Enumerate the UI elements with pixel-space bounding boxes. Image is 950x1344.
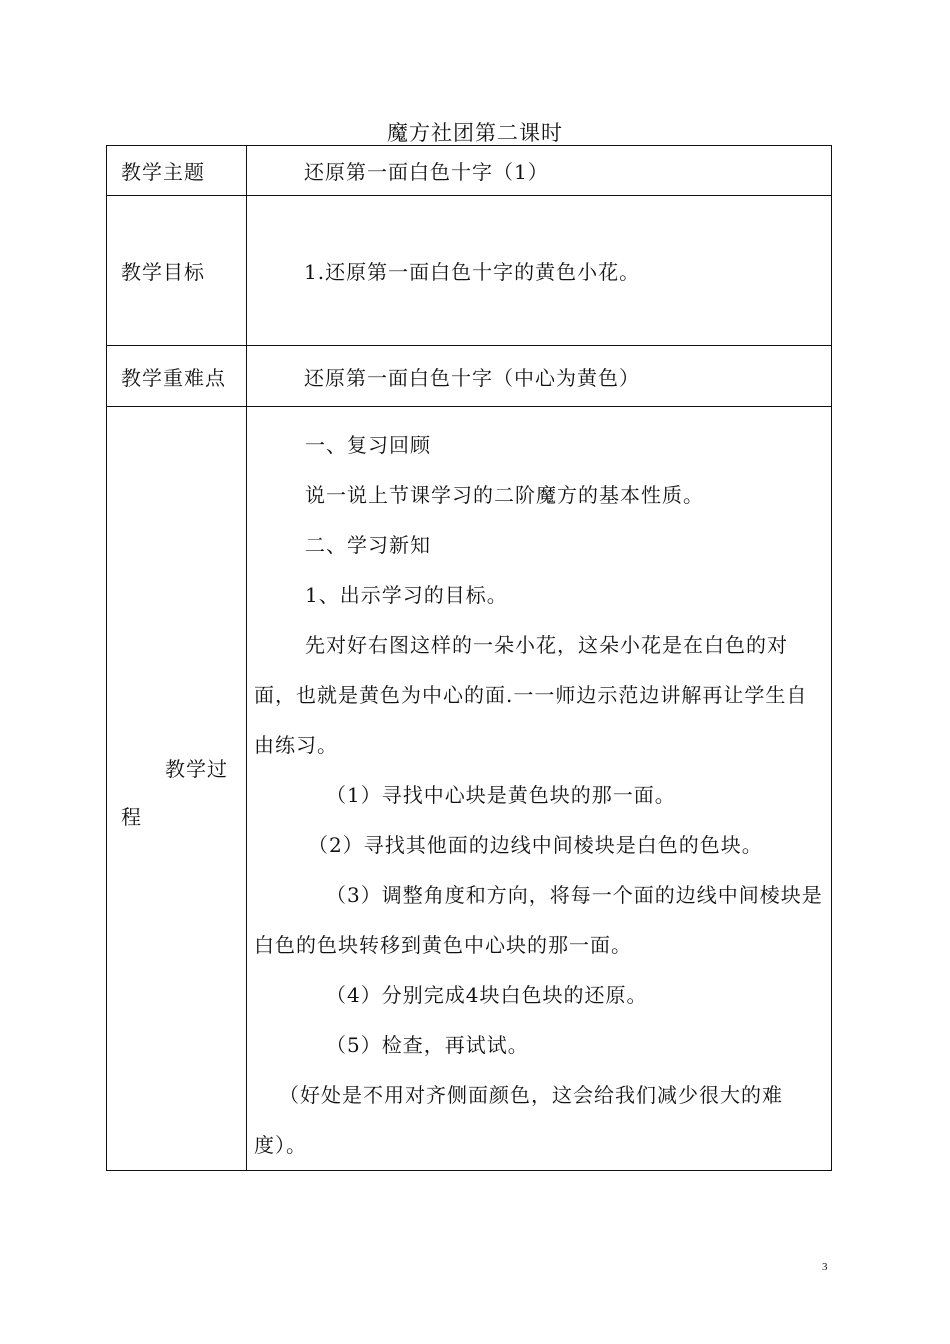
process-content-cell (247, 407, 832, 1171)
process-paragraph: （2）寻找其他面的边线中间棱块是白色的色块。 (308, 833, 763, 857)
process-paragraph: （4）分别完成4块白色块的还原。 (326, 983, 648, 1007)
page-title: 魔方社团第二课时 (387, 121, 563, 145)
process-paragraph: （3）调整角度和方向，将每一个面的边线中间棱块是白色的色块转移到黄色中心块的那一面。 (254, 883, 823, 957)
process-paragraph: （5）检查，再试试。 (326, 1033, 529, 1057)
topic-label-cell (107, 146, 247, 196)
process-paragraph: （1）寻找中心块是黄色块的那一面。 (326, 783, 676, 807)
goal-label: 教学目标 (121, 260, 205, 284)
lesson-plan-table (106, 145, 832, 1171)
key-label: 教学重难点 (121, 365, 226, 390)
key-content-cell (247, 346, 832, 407)
process-paragraph: 1、出示学习的目标。 (305, 583, 508, 607)
page-number: 3 (822, 1261, 828, 1273)
process-paragraph: 先对好右图这样的一朵小花，这朵小花是在白色的对面，也就是黄色为中心的面.一一师边示范边讲解再让学生自由练习。 (254, 633, 808, 757)
process-label-line2: 程 (121, 804, 142, 829)
goal-content-cell (247, 196, 832, 346)
goal-label-cell (107, 196, 247, 346)
table-row-goal (107, 196, 832, 346)
table-row-process (107, 407, 832, 1171)
goal-content: 1.还原第一面白色十字的黄色小花。 (304, 260, 641, 284)
process-label-cell (107, 407, 247, 1171)
key-label-cell (107, 346, 247, 407)
topic-content: 还原第一面白色十字（1） (304, 160, 549, 184)
process-paragraph: 一、复习回顾 (305, 433, 431, 457)
table-row-topic (107, 146, 832, 196)
process-paragraph: 二、学习新知 (305, 533, 431, 557)
key-content: 还原第一面白色十字（中心为黄色） (304, 365, 640, 390)
process-paragraph: （好处是不用对齐侧面颜色，这会给我们减少很大的难度）。 (254, 1083, 783, 1157)
topic-content-cell (247, 146, 832, 196)
table-row-key-points (107, 346, 832, 407)
process-paragraph: 说一说上节课学习的二阶魔方的基本性质。 (305, 483, 704, 507)
process-label-line1: 教学过 (165, 756, 228, 781)
topic-label: 教学主题 (121, 160, 205, 184)
